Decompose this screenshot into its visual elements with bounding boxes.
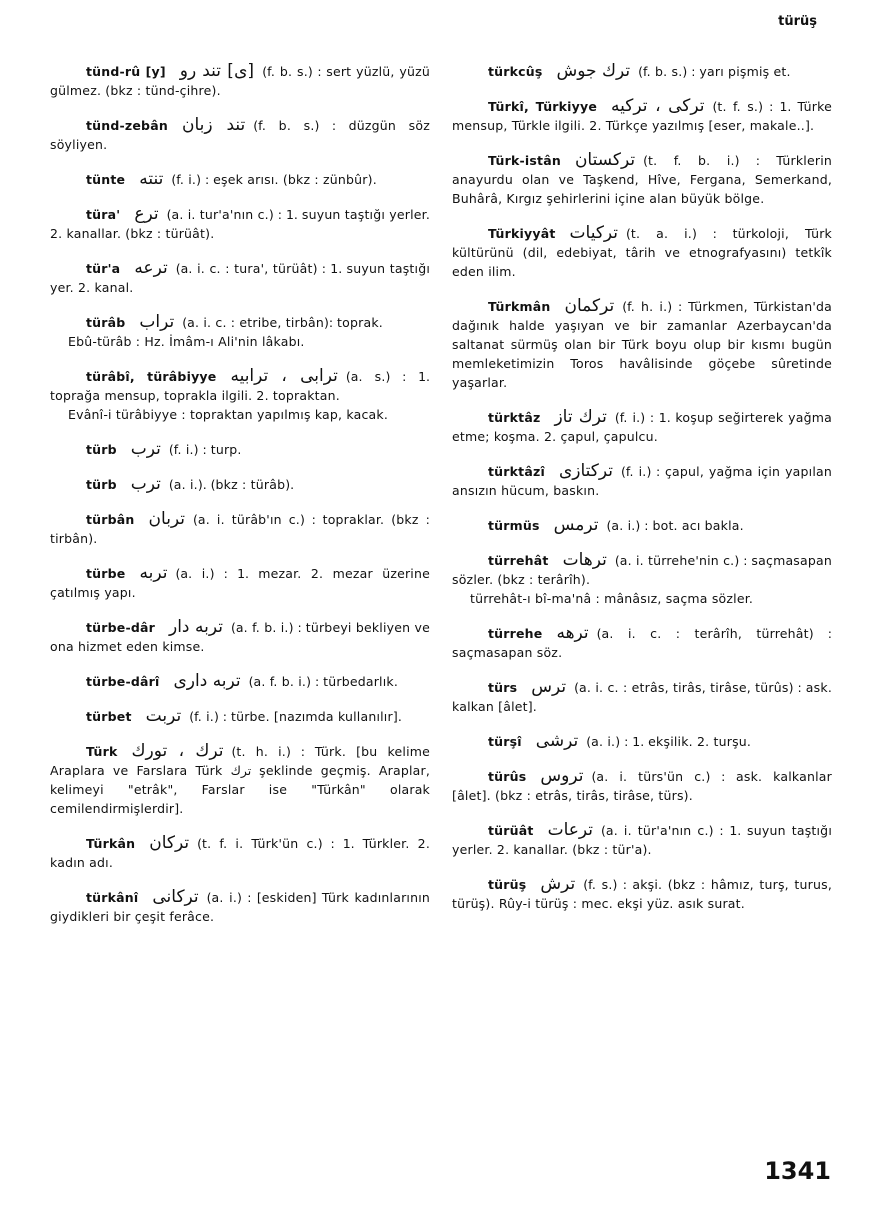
entry-headword: türkcûş [488, 64, 543, 79]
entry-headword: türbân [86, 512, 135, 527]
entry-definition: (a. i. c. : etrâs, tirâs, tirâse, türûs) : ask. kalkan [âlet]. [452, 680, 832, 714]
entry-definition: (a. f. b. i.) : türbedarlık. [248, 674, 399, 689]
dictionary-entry [50, 672, 430, 691]
dictionary-entry [50, 313, 430, 351]
dictionary-entry [50, 742, 430, 818]
entry-definition: (a. i. türâb'ın c.) : topraklar. (bkz : tirbân). [50, 512, 430, 546]
dictionary-entry [50, 367, 430, 424]
entry-definition: (t. a. i.) : türkoloji, Türk kültürünü (dil, edebiyat, târih ve etnografyasını) tetkîk eden ilim. [452, 226, 832, 279]
entry-ottoman-script: تركان [149, 833, 190, 853]
entry-definition: (t. h. i.) : Türk. [bu kelime Araplara ve Farslara Türk ترك şeklinde geçmiş. Araplar, kelimeyi "etrâk", Farslar ise "Türkân" olarak cemilendirmişlerdir]. [50, 744, 431, 816]
entry-headword: türktâz [488, 410, 541, 425]
entry-ottoman-script: ترابى ، ترابيه [230, 366, 338, 386]
entry-headword: tünd-zebân [86, 118, 168, 133]
dictionary-entry [452, 297, 832, 392]
entry-definition: (a. i.) : 1. mezar. 2. mezar üzerine çatılmış yapı. [50, 566, 430, 600]
entry-headword: türbe-dâr [86, 620, 155, 635]
entry-subentry: türrehât-ı bî-ma'nâ : mânâsız, saçma sözler. [470, 591, 754, 606]
entry-headword: türb [86, 477, 117, 492]
dictionary-entry [452, 875, 832, 913]
entry-definition: (f. i.) : turp. [168, 442, 242, 457]
right-column [452, 62, 832, 929]
entry-ottoman-script: ترعات [547, 820, 594, 840]
entry-ottoman-script: تربه دارى [173, 671, 241, 691]
entry-ottoman-script: تند زبان [181, 115, 246, 135]
entry-subentry: Ebû-türâb : Hz. İmâm-ı Ali'nin lâkabı. [68, 334, 305, 349]
entry-ottoman-script: تروس [540, 766, 584, 786]
entry-ottoman-script: تركمان [564, 296, 615, 316]
entry-definition: (a. i. c. : tura', türüât) : 1. suyun taştığı yer. 2. kanal. [50, 261, 430, 295]
entry-definition: (a. f. b. i.) : türbeyi bekliyen ve ona hizmet eden kimse. [50, 620, 430, 654]
entry-headword: Türk [86, 744, 118, 759]
entry-headword: türbet [86, 709, 132, 724]
entry-definition: (a. i. c. : etribe, tirbân): toprak. [182, 315, 383, 330]
entry-headword: türb [86, 442, 117, 457]
dictionary-entry [50, 440, 430, 459]
entry-headword: türâb [86, 315, 126, 330]
dictionary-entry [50, 475, 430, 494]
entry-ottoman-script: تربت [145, 706, 182, 726]
entry-headword: türrehe [488, 626, 543, 641]
entry-definition: (a. i.) : bot. acı bakla. [606, 518, 744, 533]
entry-headword: türmüs [488, 518, 540, 533]
dictionary-entry [452, 408, 832, 446]
entry-ottoman-script: تربه دار [169, 617, 223, 637]
entry-headword: türkânî [86, 890, 139, 905]
entry-ottoman-script: ترش [540, 874, 576, 894]
entry-ottoman-script: ترعه [134, 258, 168, 278]
entry-definition: (t. f. i. Türk'ün c.) : 1. Türkler. 2. kadın adı. [50, 836, 430, 870]
dictionary-entry [452, 97, 832, 135]
entry-definition: (a. i. türrehe'nin c.) : saçmasapan sözler. (bkz : terârîh). [452, 553, 832, 587]
entry-definition: (f. b. s.) : yarı pişmiş et. [638, 64, 791, 79]
left-column [50, 62, 430, 942]
entry-ottoman-script: تربان [148, 509, 186, 529]
entry-definition: (a. i. tur'a'nın c.) : 1. suyun taştığı yerler. 2. kanallar. (bkz : türüât). [50, 207, 430, 241]
entry-ottoman-script: تربه [139, 563, 168, 583]
dictionary-entry [50, 259, 430, 297]
dictionary-entry [50, 888, 430, 926]
entry-headword: Türkmân [488, 299, 551, 314]
running-head: türüş [778, 14, 817, 29]
entry-ottoman-script: ترك تاز [554, 407, 607, 427]
dictionary-entry [452, 62, 832, 81]
dictionary-entry [50, 564, 430, 602]
entry-ottoman-script: ترمس [553, 515, 599, 535]
entry-definition: (a. s.) : 1. toprağa mensup, toprakla ilgili. 2. topraktan. [50, 369, 431, 403]
entry-definition: (a. i. tür'a'nın c.) : 1. suyun taştığı yerler. 2. kanallar. (bkz : tür'a). [452, 823, 832, 857]
dictionary-entry [50, 618, 430, 656]
entry-headword: türbe-dârî [86, 674, 160, 689]
entry-definition: (a. i.). (bkz : türâb). [168, 477, 295, 492]
dictionary-entry [452, 821, 832, 859]
entry-headword: tür'a [86, 261, 121, 276]
entry-definition: (t. f. s.) : 1. Türke mensup, Türkle ilgili. 2. Türkçe yazılmış [eser, makale..]. [452, 99, 832, 133]
dictionary-entry [50, 834, 430, 872]
dictionary-entry [452, 462, 832, 500]
dictionary-entry [50, 205, 430, 243]
entry-headword: türa' [86, 207, 121, 222]
entry-definition: (f. s.) : akşi. (bkz : hâmız, turş, turus, türüş). Rûy-i türüş : mec. ekşi yüz. asık surat. [452, 877, 832, 911]
entry-headword: tünd-rû [y] [86, 64, 166, 79]
entry-ottoman-script: ترك جوش [556, 61, 631, 81]
entry-definition: (a. i.) : 1. ekşilik. 2. turşu. [586, 734, 752, 749]
dictionary-entry [452, 624, 832, 662]
dictionary-entry [50, 707, 430, 726]
entry-headword: Türkî, Türkiyye [488, 99, 598, 114]
entry-ottoman-script: ترع [134, 204, 159, 224]
entry-definition: (f. b. s.) : sert yüzlü, yüzü gülmez. (bkz : tünd-çihre). [50, 64, 430, 98]
entry-definition: (f. b. s.) : düzgün söz söyliyen. [50, 118, 431, 152]
entry-ottoman-script: تركى ، تركيه [611, 96, 705, 116]
entry-headword: Türkiyyât [488, 226, 556, 241]
entry-ottoman-script: تراب [139, 312, 175, 332]
dictionary-entry [452, 678, 832, 716]
entry-ottoman-script: ترب [130, 474, 161, 494]
entry-headword: tünte [86, 172, 126, 187]
entry-ottoman-script: ترك ، تورك [131, 741, 224, 761]
dictionary-entry [452, 516, 832, 535]
dictionary-entry [452, 732, 832, 751]
entry-definition: (t. f. b. i.) : Türklerin anayurdu olan ve Taşkend, Hîve, Fergana, Semerkand, Buhârâ, Kırgız şehirlerini içine alan büyük bölge. [452, 153, 832, 206]
entry-headword: türüş [488, 877, 527, 892]
entry-headword: türrehât [488, 553, 549, 568]
dictionary-entry [452, 551, 832, 608]
entry-ottoman-script: تنته [139, 169, 164, 189]
entry-ottoman-script: تركستان [574, 150, 636, 170]
entry-definition: (a. i. c. : terârîh, türrehât) : saçmasapan söz. [452, 626, 832, 660]
page-number: 1341 [764, 1157, 831, 1185]
entry-definition: (f. i.) : çapul, yağma için yapılan ansızın hücum, baskın. [452, 464, 832, 498]
entry-headword: türüât [488, 823, 534, 838]
entry-ottoman-script: تركيات [569, 223, 619, 243]
dictionary-entry [452, 224, 832, 281]
entry-ottoman-script: ترهات [562, 550, 607, 570]
entry-headword: Türkân [86, 836, 136, 851]
dictionary-entry [452, 767, 832, 805]
entry-definition: (f. i.) : eşek arısı. (bkz : zünbûr). [171, 172, 377, 187]
entry-definition: (f. h. i.) : Türkmen, Türkistan'da dağınık halde yaşıyan ve bir zamanlar Azerbaycan'da saltanat sürmüş olan bir Türk boyu olup bir kısmı bugün memleketimizin Toros havâlisinde göçebe sûretinde yaşarlar. [452, 299, 832, 390]
entry-ottoman-script: ترشى [535, 731, 579, 751]
entry-ottoman-script: تركانى [152, 887, 199, 907]
dictionary-entry [50, 116, 430, 154]
entry-definition: (f. i.) : 1. koşup seğirterek yağma etme; koşma. 2. çapul, çapulcu. [452, 410, 832, 444]
dictionary-entry [50, 170, 430, 189]
entry-definition: (a. i. türs'ün c.) : ask. kalkanlar [âlet]. (bkz : etrâs, tirâs, tirâse, türs). [452, 769, 832, 803]
entry-ottoman-script: [ى] تند رو [179, 61, 255, 81]
entry-subentry: Evânî-i türâbiyye : topraktan yapılmış kap, kacak. [68, 407, 389, 422]
entry-headword: Türk-istân [488, 153, 561, 168]
entry-definition: (f. i.) : türbe. [nazımda kullanılır]. [189, 709, 403, 724]
entry-ottoman-script: تركتازى [558, 461, 613, 481]
entry-headword: türbe [86, 566, 126, 581]
dictionary-entry [50, 62, 430, 100]
entry-headword: türâbî, türâbiyye [86, 369, 217, 384]
entry-headword: türktâzî [488, 464, 545, 479]
dictionary-entry [452, 151, 832, 208]
dictionary-entry [50, 510, 430, 548]
entry-ottoman-script: ترب [130, 439, 161, 459]
entry-ottoman-script: ترهه [556, 623, 589, 643]
entry-headword: türûs [488, 769, 527, 784]
entry-definition: (a. i.) : [eskiden] Türk kadınlarının giydikleri bir çeşit ferâce. [50, 890, 430, 924]
entry-ottoman-script: ترس [531, 677, 567, 697]
entry-headword: türşî [488, 734, 522, 749]
entry-headword: türs [488, 680, 518, 695]
